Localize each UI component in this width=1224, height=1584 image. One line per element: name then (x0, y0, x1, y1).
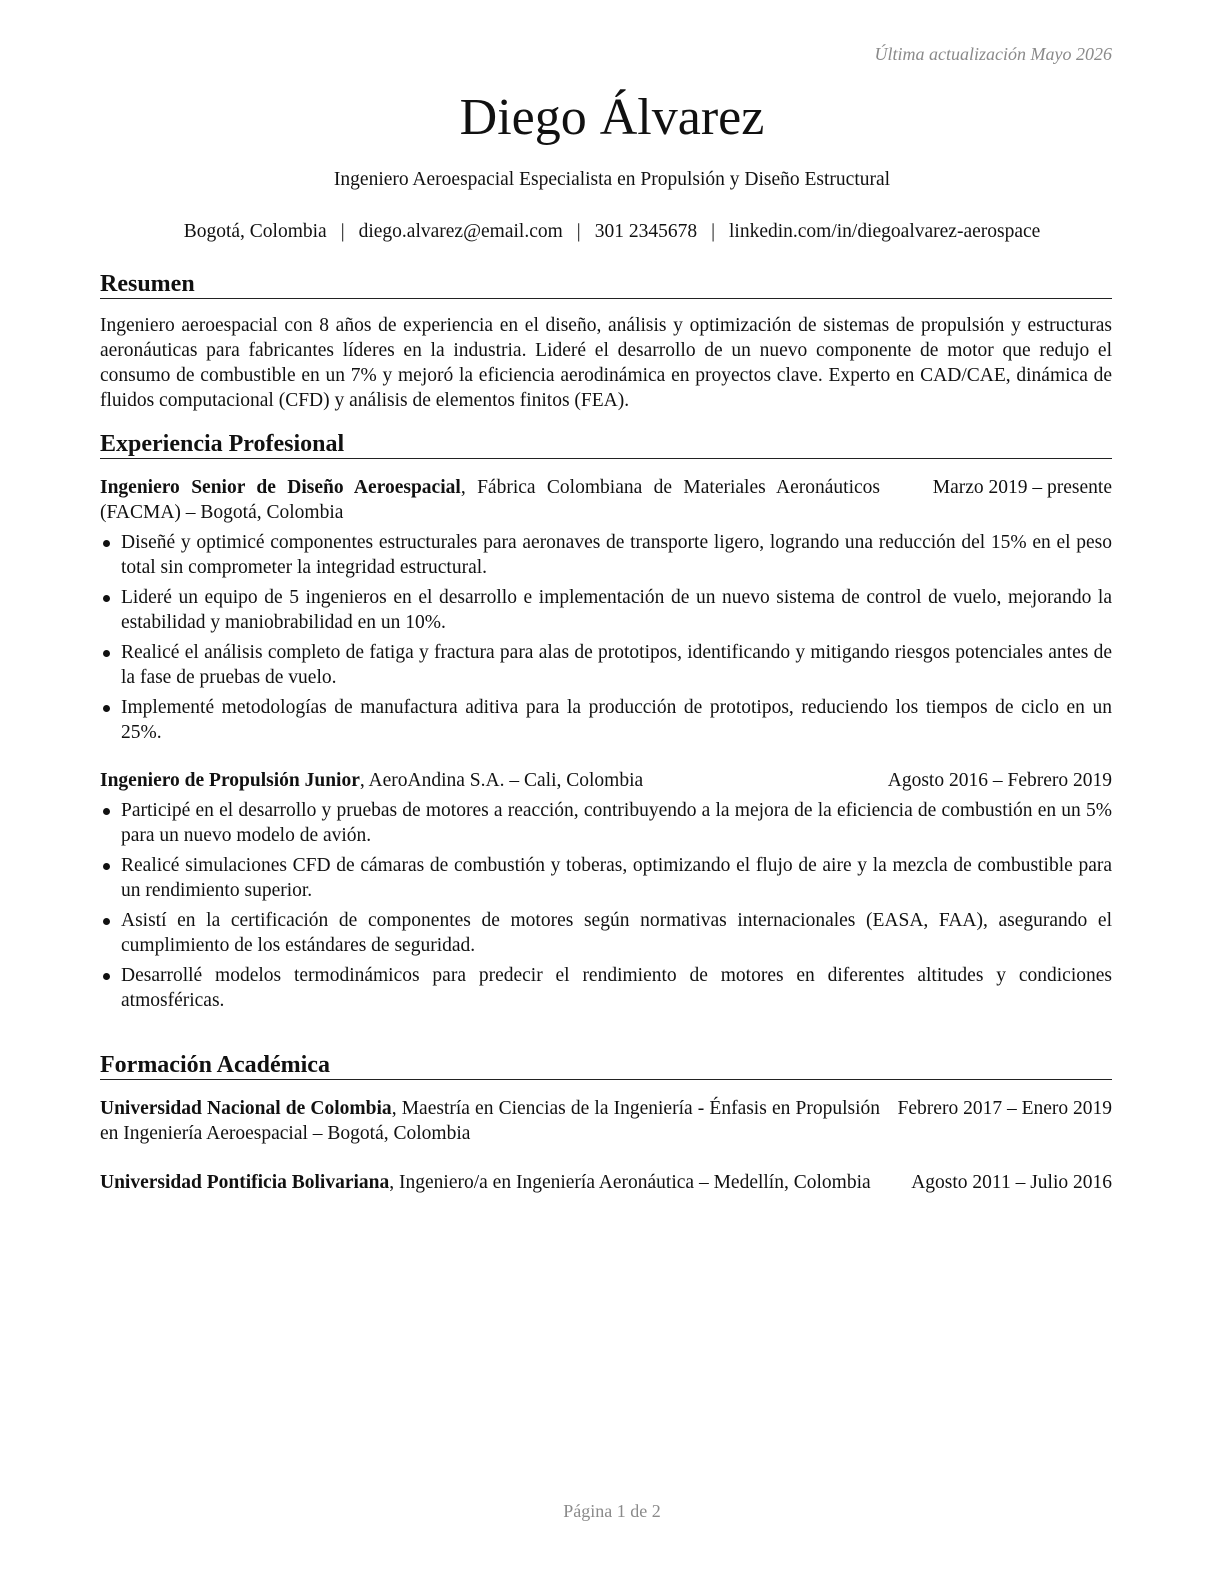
education-title-line (100, 1096, 880, 1146)
summary-text: Ingeniero aeroespacial con 8 años de experiencia en el diseño, análisis y optimización de sistemas de propulsión y estructuras aeronáuticas para fabricantes líderes en la industria. Lideré el desarrollo de un nuevo componente de motor que redujo el consumo de combustible en un 7% y mejoró la eficiencia aerodinámica en proyectos clave. Experto en CAD/CAE, dinámica de fluidos computacional (CFD) y análisis de elementos finitos (FEA). (100, 315, 1112, 411)
job-entry (100, 768, 1112, 1013)
job-bullet: Realicé simulaciones CFD de cámaras de combustión y toberas, optimizando el flujo de aire y la mezcla de combustible para un rendimiento superior. (100, 853, 1112, 903)
job-title-line (100, 475, 880, 525)
page-number: Página 1 de 2 (563, 1501, 661, 1521)
section-title-education: Formación Académica (100, 1051, 1112, 1080)
job-dates: Marzo 2019 – presente (932, 477, 1112, 498)
job-bullet: Desarrollé modelos termodinámicos para predecir el rendimiento de motores en diferentes altitudes y condiciones atmosféricas. (100, 963, 1112, 1013)
job-org: , AeroAndina S.A. – Cali, Colombia (359, 770, 644, 791)
education-entry (100, 1096, 1112, 1146)
job-bullet: Realicé el análisis completo de fatiga y fractura para alas de prototipos, identificando y mitigando riesgos potenciales antes de la fase de pruebas de vuelo. (100, 640, 1112, 690)
education-dates: Agosto 2011 – Julio 2016 (911, 1172, 1112, 1193)
education-detail: , Maestría en Ciencias de la Ingeniería - Énfasis en Propulsión en Ingeniería Aeroespacial – Bogotá, Colombia (100, 1098, 881, 1144)
education-section (100, 1051, 1112, 1195)
section-title-experience: Experiencia Profesional (100, 430, 1112, 459)
job-bullet: Implementé metodologías de manufactura aditiva para la producción de prototipos, reduciendo los tiempos de ciclo en un 25%. (100, 695, 1112, 745)
education-institution: Universidad Nacional de Colombia (100, 1098, 392, 1119)
education-dates: Febrero 2017 – Enero 2019 (897, 1098, 1112, 1119)
headline: Ingeniero Aeroespacial Especialista en Propulsión y Diseño Estructural (333, 169, 891, 190)
job-bullet: Diseñé y optimicé componentes estructurales para aeronaves de transporte ligero, logrando una reducción del 15% en el peso total sin comprometer la integridad estructural. (100, 530, 1112, 580)
job-bullets (100, 530, 1112, 745)
experience-section (100, 430, 1112, 1013)
summary-section (100, 270, 1112, 413)
job-header (100, 768, 1112, 793)
contact-separator: | (711, 221, 715, 242)
job-entry (100, 475, 1112, 745)
candidate-name: Diego Álvarez (459, 89, 765, 146)
last-updated: Última actualización Mayo 2026 (874, 44, 1112, 64)
contact-linkedin[interactable]: linkedin.com/in/diegoalvarez-aerospace (728, 221, 1041, 242)
education-title-line (100, 1170, 880, 1195)
education-institution: Universidad Pontificia Bolivariana (100, 1172, 390, 1193)
job-org: , Fábrica Colombiana de Materiales Aeronáuticos (FACMA) – Bogotá, Colombia (100, 477, 880, 523)
job-dates: Agosto 2016 – Febrero 2019 (887, 770, 1112, 791)
education-entry (100, 1170, 1112, 1195)
job-bullet: Participé en el desarrollo y pruebas de motores a reacción, contribuyendo a la mejora de la eficiencia de combustión en un 5% para un nuevo modelo de avión. (100, 798, 1112, 848)
job-bullet: Lideré un equipo de 5 ingenieros en el desarrollo e implementación de un nuevo sistema de control de vuelo, mejorando la estabilidad y maniobrabilidad en un 10%. (100, 585, 1112, 635)
contact-email[interactable]: diego.alvarez@email.com (358, 221, 563, 242)
job-role: Ingeniero Senior de Diseño Aeroespacial (100, 477, 461, 498)
contact-line (0, 219, 1224, 245)
job-title-line (100, 768, 878, 793)
job-bullet: Asistí en la certificación de componentes de motores según normativas internacionales (EASA, FAA), asegurando el cumplimiento de los estándares de seguridad. (100, 908, 1112, 958)
contact-phone[interactable]: 301 2345678 (594, 221, 698, 242)
section-title-summary: Resumen (100, 270, 1112, 299)
contact-location: Bogotá, Colombia (183, 221, 327, 242)
job-role: Ingeniero de Propulsión Junior (100, 770, 360, 791)
contact-separator: | (576, 221, 581, 242)
education-detail: , Ingeniero/a en Ingeniería Aeronáutica – Medellín, Colombia (389, 1172, 871, 1193)
contact-separator: | (340, 221, 345, 242)
job-header (100, 475, 1112, 525)
job-bullets (100, 798, 1112, 1013)
